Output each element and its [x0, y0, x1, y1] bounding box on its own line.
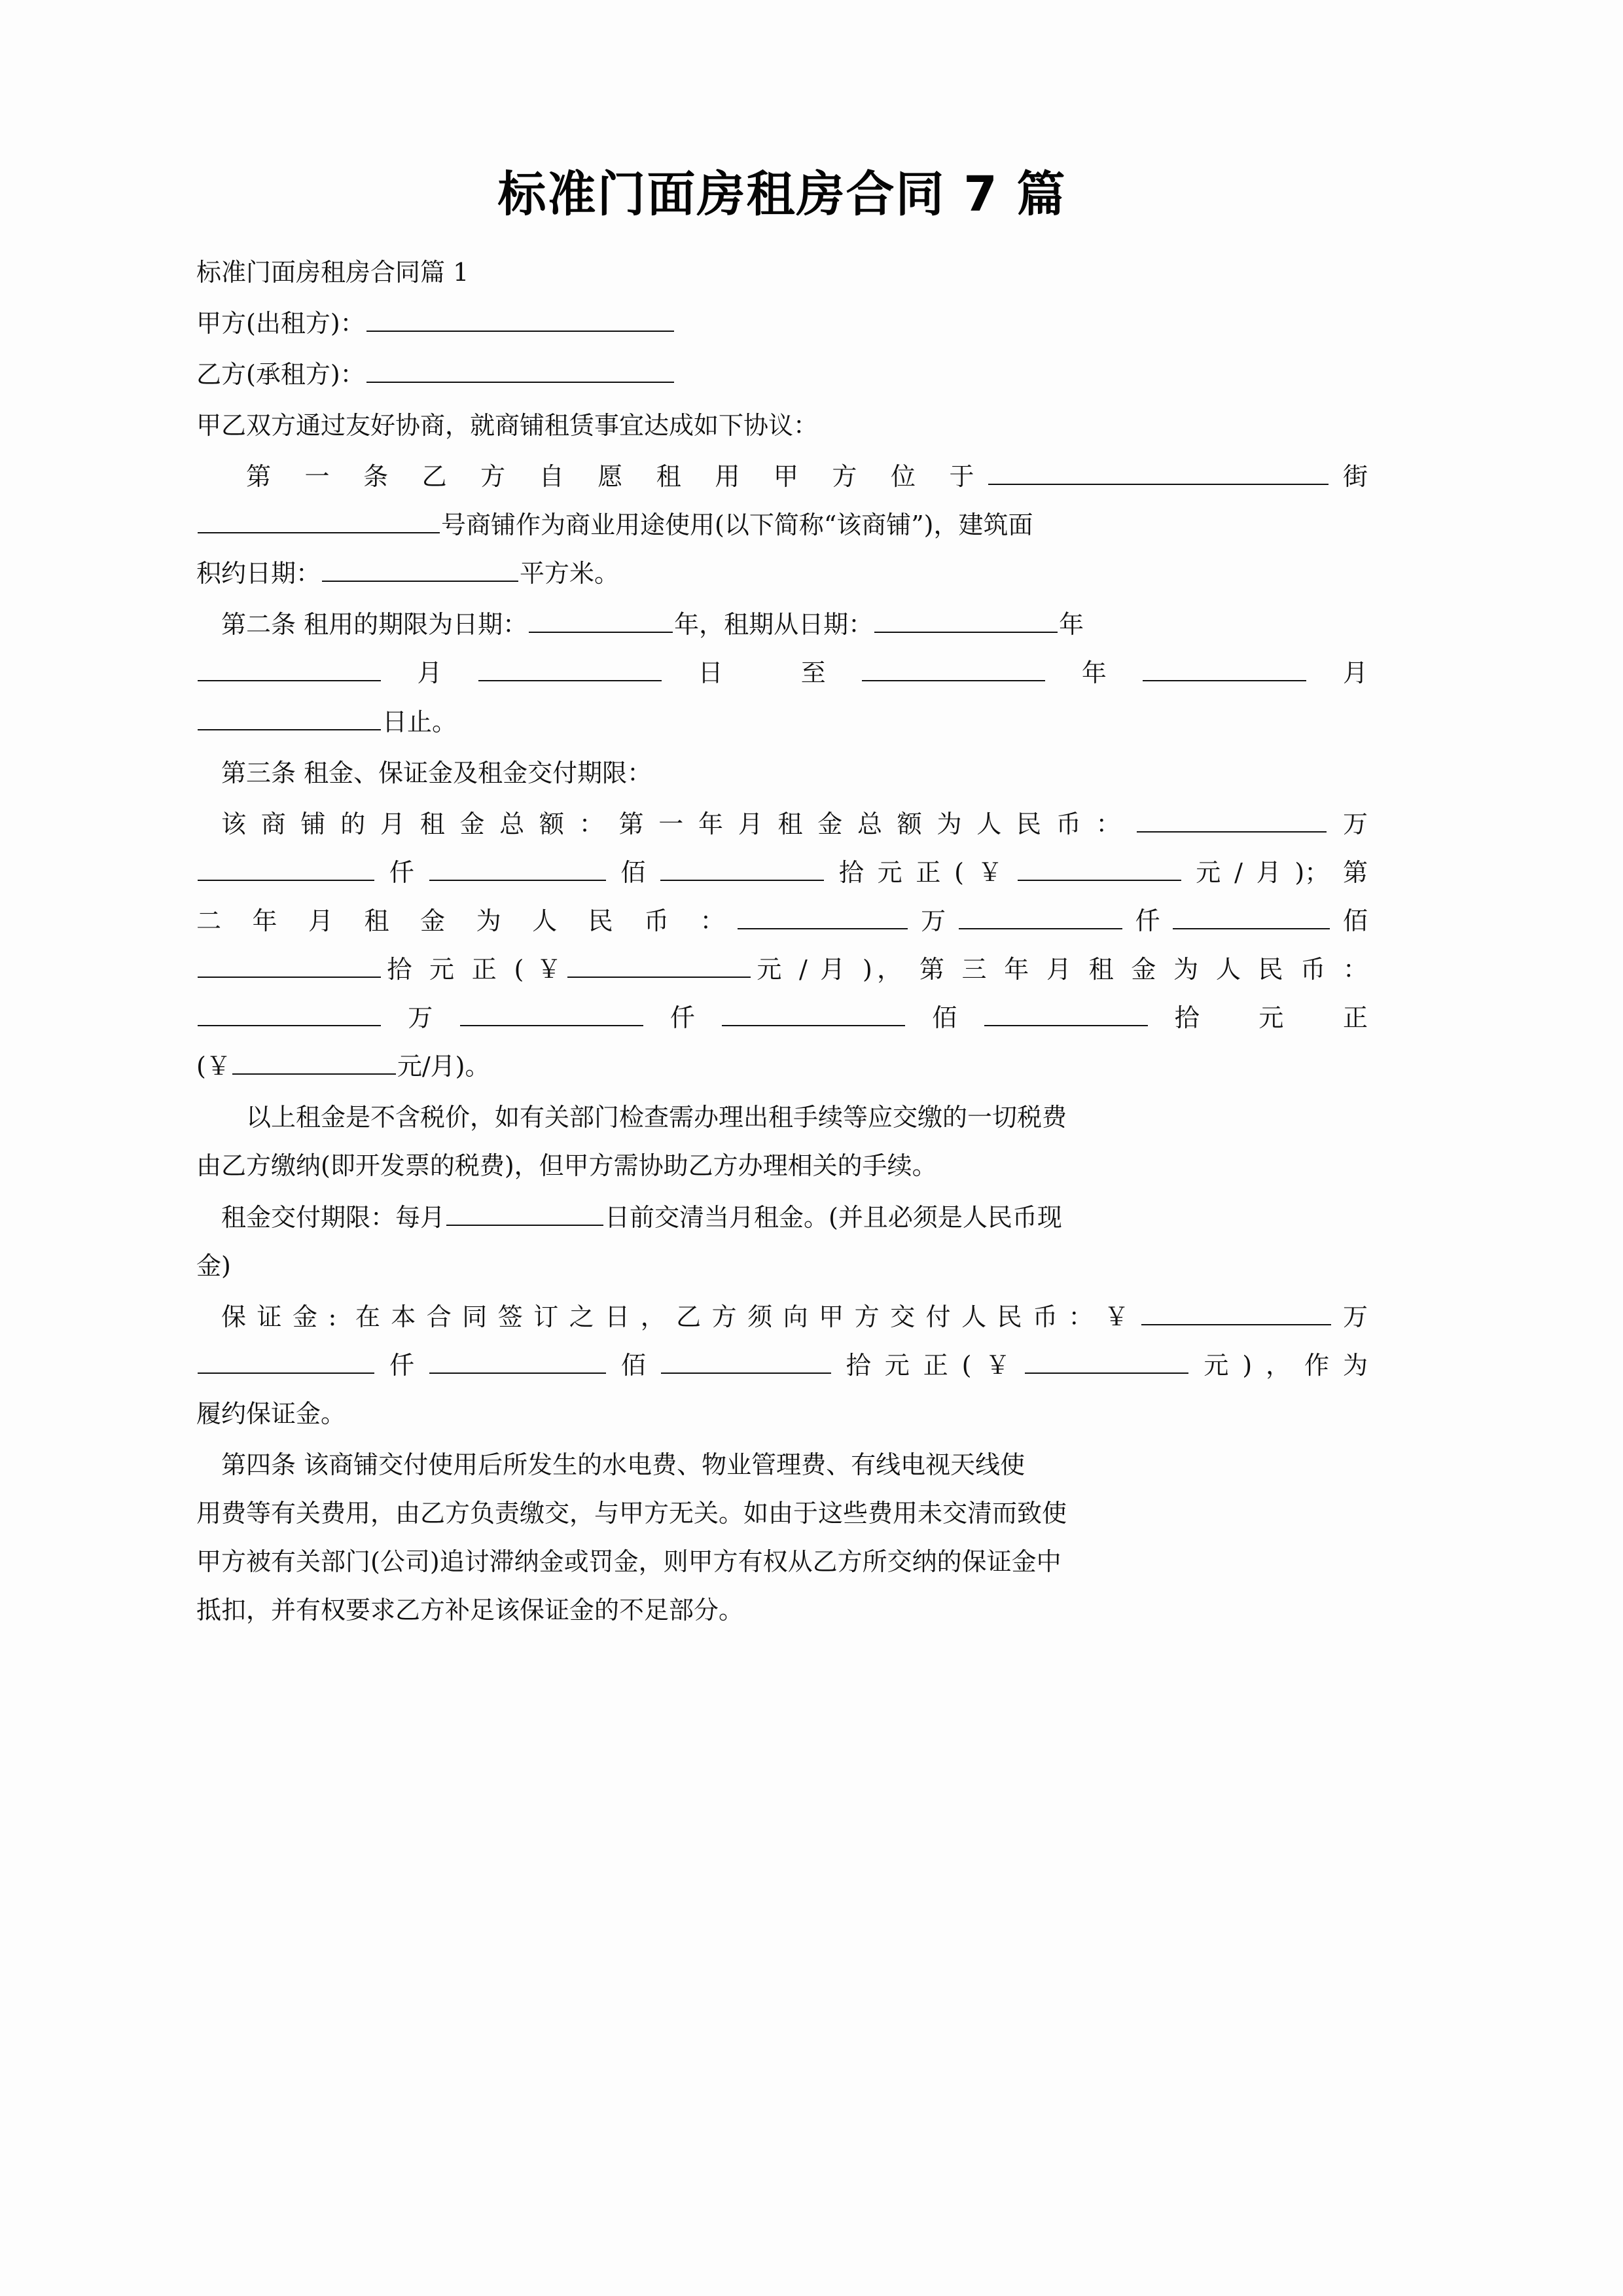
deposit-qian-blank[interactable] — [198, 1350, 374, 1374]
document-subtitle: 标准门面房租房合同篇 1 — [196, 257, 469, 287]
year1-wan-blank[interactable] — [1137, 809, 1327, 833]
year3-wan-unit: 万 — [382, 1003, 459, 1033]
year3-amount-blank[interactable] — [232, 1051, 396, 1075]
party-a-label: 甲方(出租方)： — [196, 308, 365, 338]
payment-day-blank[interactable] — [446, 1202, 603, 1226]
year1-amount-blank[interactable] — [1018, 857, 1181, 881]
clause-three-year1-lead: 该商铺的月租金总额：第一年月租金总额为人民币： — [221, 809, 1136, 838]
year2-shi-unit: 拾 元 正 ( ￥ — [382, 955, 567, 984]
party-a-blank[interactable] — [366, 308, 674, 332]
payment-lead: 租金交付期限：每月 — [221, 1202, 446, 1232]
clause-three-payment-line-2: 金) — [196, 1251, 231, 1280]
clause-two-end-month-unit: 月 — [1308, 658, 1368, 688]
year3-amount-suffix: 元/月)。 — [397, 1052, 490, 1081]
year3-qian-unit: 仟 — [644, 1003, 721, 1033]
clause-three-year2-lead: 二 年 月 租 金 为 人 民 币 ： — [196, 906, 737, 935]
clause-three-heading: 第三条 租金、保证金及租金交付期限： — [221, 758, 652, 787]
clause-two-line-1 — [196, 600, 1368, 649]
year1-shi-unit: 拾元正(￥ — [825, 857, 1016, 887]
year3-qian-blank[interactable] — [460, 1003, 643, 1026]
deposit-amount-unit: 元)，作为 — [1190, 1350, 1368, 1380]
party-b-blank[interactable] — [366, 359, 674, 383]
clause-one-line-3 — [196, 549, 1368, 598]
clause-two-start-year-unit: 年 — [1059, 610, 1084, 639]
year3-wan-blank[interactable] — [198, 1003, 381, 1026]
deposit-lead: 保证金: 在本合同签订之日，乙方须向甲方交付人民币：￥ — [221, 1302, 1140, 1331]
clause-one-address-blank[interactable] — [988, 461, 1329, 485]
clause-one-area-unit: 平方米。 — [520, 559, 620, 588]
year2-amount-blank[interactable] — [567, 954, 751, 978]
clause-two-term-years-blank[interactable] — [529, 609, 673, 633]
year1-bai-unit: 佰 — [607, 857, 660, 887]
year1-qian-unit: 仟 — [376, 857, 428, 887]
year3-shi-blank[interactable] — [984, 1003, 1148, 1026]
clause-two-after-years: 年，租期从日期： — [674, 610, 874, 639]
deposit-wan-unit: 万 — [1332, 1302, 1368, 1331]
preamble-paragraph: 甲乙双方通过友好协商，就商铺租赁事宜达成如下协议： — [196, 411, 819, 440]
year3-amount-prefix: (￥ — [196, 1052, 231, 1081]
clause-two-line-2 — [196, 649, 1368, 697]
deposit-shi-unit: 拾元正(￥ — [832, 1350, 1024, 1380]
clause-three-year2-line-2 — [196, 945, 1368, 994]
clause-three-deposit-line-3: 履约保证金。 — [196, 1399, 346, 1428]
clause-one-lead: 第 一 条 乙 方 自 愿 租 用 甲 方 位 于 — [246, 462, 988, 492]
clause-two-end-year-unit: 年 — [1046, 658, 1142, 688]
deposit-shi-blank[interactable] — [661, 1350, 831, 1374]
year3-bai-blank[interactable] — [722, 1003, 905, 1026]
clause-three-payment-line-1 — [196, 1193, 1368, 1242]
clause-three-year1-line-2 — [196, 848, 1368, 897]
clause-two-lead: 第二条 租用的期限为日期： — [221, 610, 528, 639]
clause-two-end-year-blank[interactable] — [862, 658, 1045, 681]
clause-three-year2-line-1 — [196, 897, 1368, 945]
deposit-wan-blank[interactable] — [1141, 1302, 1331, 1325]
party-b-label: 乙方(承租方)： — [196, 359, 365, 389]
year1-shi-blank[interactable] — [660, 857, 824, 881]
clause-three-deposit-line-1 — [196, 1293, 1368, 1341]
clause-one-number-blank[interactable] — [198, 510, 440, 533]
deposit-bai-blank[interactable] — [429, 1350, 606, 1374]
payment-mid: 日前交清当月租金。(并且必须是人民币现 — [605, 1202, 1062, 1232]
year2-qian-unit: 仟 — [1123, 906, 1172, 935]
party-a-line — [196, 299, 1368, 348]
clause-three-year2-tail: 元 / 月 )， 第 三 年 月 租 金 为 人 民 币 ： — [752, 955, 1368, 984]
year2-wan-blank[interactable] — [738, 906, 908, 929]
clause-three-year3-line-2 — [196, 1042, 1368, 1090]
deposit-qian-unit: 仟 — [376, 1350, 428, 1380]
clause-four-line-2: 用费等有关费用，由乙方负责缴交，与甲方无关。如由于这些费用未交清而致使 — [196, 1499, 1067, 1528]
clause-four-line-3: 甲方被有关部门(公司)追讨滞纳金或罚金，则甲方有权从乙方所交纳的保证金中 — [196, 1547, 1061, 1577]
year2-bai-blank[interactable] — [1173, 906, 1330, 929]
clause-four-line-1: 第四条 该商铺交付使用后所发生的水电费、物业管理费、有线电视天线使 — [221, 1450, 1026, 1479]
document-content — [196, 164, 1368, 1637]
year1-bai-blank[interactable] — [429, 857, 606, 881]
clause-three-tax-line-2: 由乙方缴纳(即开发票的税费)，但甲方需协助乙方办理相关的手续。 — [196, 1151, 937, 1181]
year1-qian-blank[interactable] — [198, 857, 374, 881]
deposit-amount-blank[interactable] — [1025, 1350, 1188, 1374]
clause-one-usage-text: 号商铺作为商业用途使用(以下简称“该商铺”)，建筑面 — [441, 511, 1033, 540]
year2-shi-blank[interactable] — [198, 954, 381, 978]
clause-three-year1-line-1 — [196, 800, 1368, 848]
clause-two-end-day-blank[interactable] — [198, 707, 381, 730]
page-title: 标准门面房租房合同 7 篇 — [497, 166, 1067, 223]
clause-four-line-4: 抵扣，并有权要求乙方补足该保证金的不足部分。 — [196, 1596, 744, 1625]
year1-wan-unit: 万 — [1328, 809, 1368, 838]
year2-qian-blank[interactable] — [959, 906, 1122, 929]
clause-one-area-blank[interactable] — [322, 558, 518, 582]
year2-wan-unit: 万 — [909, 906, 957, 935]
clause-three-year3-line-1 — [196, 994, 1368, 1042]
clause-one-area-label: 积约日期： — [196, 559, 321, 588]
year2-bai-unit: 佰 — [1331, 906, 1368, 935]
clause-two-day-to: 日 至 — [663, 658, 861, 688]
clause-two-end-month-blank[interactable] — [1143, 658, 1306, 681]
clause-two-start-month-blank[interactable] — [198, 658, 381, 681]
year1-amount-unit: 元/月)；第 — [1182, 857, 1368, 887]
party-b-line — [196, 350, 1368, 399]
clause-two-month-unit: 月 — [382, 658, 478, 688]
clause-one-line-1 — [196, 452, 1368, 501]
clause-two-start-year-blank[interactable] — [874, 609, 1058, 633]
year3-shi-unit: 拾 元 正 — [1149, 1003, 1368, 1033]
clause-two-line-3 — [196, 698, 1368, 746]
deposit-bai-unit: 佰 — [607, 1350, 660, 1380]
clause-three-tax-line-1: 以上租金是不含税价，如有关部门检查需办理出租手续等应交缴的一切税费 — [246, 1103, 1067, 1132]
clause-two-end: 日止。 — [382, 707, 457, 736]
year3-bai-unit: 佰 — [906, 1003, 983, 1033]
clause-one-street-label: 街 — [1330, 462, 1368, 492]
clause-two-start-day-blank[interactable] — [478, 658, 662, 681]
clause-one-line-2 — [196, 501, 1368, 549]
clause-three-deposit-line-2 — [196, 1341, 1368, 1390]
